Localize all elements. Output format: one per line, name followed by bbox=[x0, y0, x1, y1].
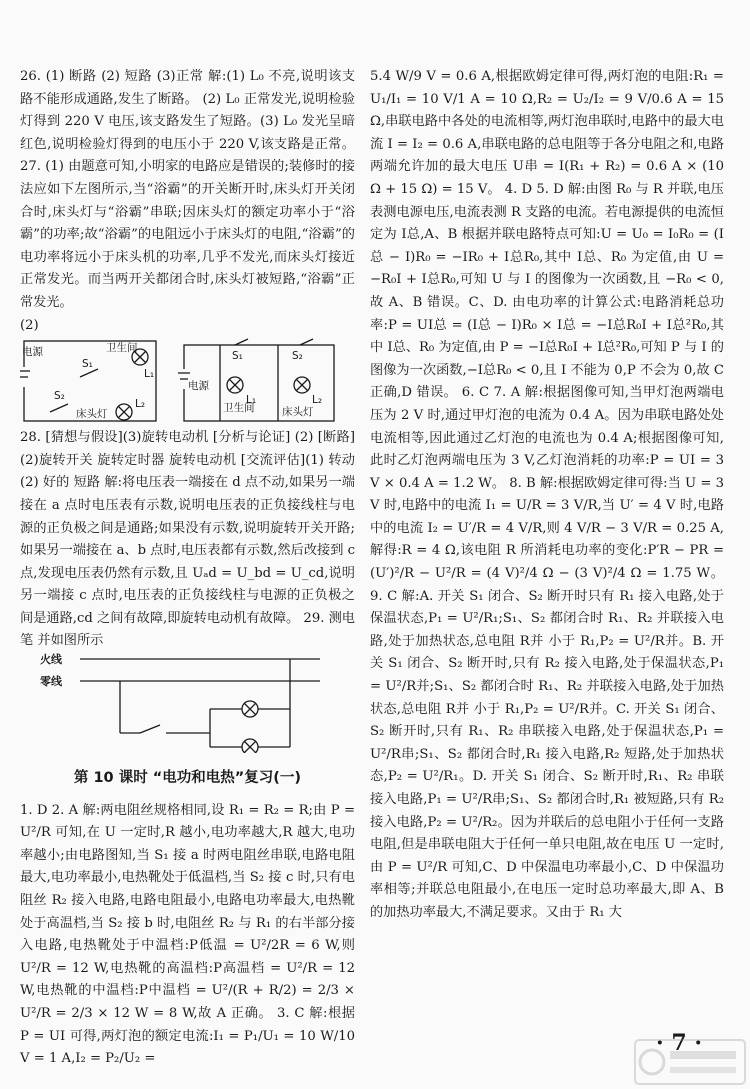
diag2-label-power: 电源 bbox=[188, 380, 209, 393]
test-pen-wiring-diagram bbox=[20, 653, 355, 753]
diag2-label-bedlamp: 床头灯 bbox=[282, 406, 314, 419]
diag2-label-bathroom: 卫生间 bbox=[223, 402, 255, 415]
right-column bbox=[370, 66, 724, 925]
diag2-label-s1: S₁ bbox=[232, 350, 243, 363]
answer-27-part2-label: (2) bbox=[20, 317, 39, 333]
diag1-label-s1: S₁ bbox=[82, 358, 93, 371]
diag2-label-l1: L₁ bbox=[246, 394, 257, 407]
diag2-label-s2: S₂ bbox=[292, 350, 303, 363]
diag2-label-l2: L₂ bbox=[312, 394, 323, 407]
diag1-label-s2: S₂ bbox=[54, 390, 65, 403]
answer-26-27: 26. (1) 断路 (2) 短路 (3)正常 解:(1) L₀ 不亮,说明该支路不能形成通路,发生了断路。 (2) L₀ 正常发光,说明检验灯得到 220 V 电压,该支路发生了短路。(3) L₀ 发光呈暗红色,说明检验灯得到的电压小于 220 V,该支路是正常。 27. (1) 由题意可知,小明家的电路应是错误的;装修时的接法应如下左图所示,当“浴霸”的开关断开时,床头灯开关闭合时,床头灯与“浴霸”串联;因床头灯的额定功率小于“浴霸”的功率;故“浴霸”的电阻远小于床头灯的电阻,“浴霸”的电功率将远小于床头机的功率,几乎不发光,而床头灯接近正常发光。而当两开关都闭合时,床头灯被短路,“浴霸”正常发光。 bbox=[20, 69, 355, 310]
diag1-label-bathroom: 卫生间 bbox=[106, 342, 138, 355]
diag2-neutral-wire-label: 零线 bbox=[40, 675, 62, 689]
answers-3-9-continued: 5.4 W/9 V = 0.6 A,根据欧姆定律可得,两灯泡的电阻:R₁ = U₁/I₁ = 10 V/1 A = 10 Ω,R₂ = U₂/I₂ = 9 V/0.6 A = 15 Ω,串联电路中各处的电流相等,两灯泡串联时,电路中的最大电流 I = I₂ = 0.6 A,串联电路的总电阻等于各分电阻之和,电路两端允许加的最大电压 U串 = I(R₁ + R₂) = 0.6 A × (10 Ω + 15 Ω) = 15 V。 4. D 5. D 解:由图 R₀ 与 R 并联,电压表测电源电压,电流表测 R 支路的电流。若电源提供的电流恒定为 I总,A、B 根据并联电路特点可知:U = U₀ = I₀R₀ = (I总 − I)R₀ = −IR₀ + I总R₀,其中 I总、R₀ 为定值,由 U = −R₀I + I总R₀,可知 U 与 I 的图像为一次函数,且 −R₀ < 0,故 A、B 错误。C、D. 由电功率的计算公式:电路消耗总功率:P = UI总 = (I总 − I)R₀ × I总 = −I总R₀I + I总²R₀,其中 I总、R₀ 为定值,由 P = −I总R₀I + I总²R₀,可知 P 与 I 的图像为一次函数,−I总R₀ < 0,且 I 不能为 0,P 不会为 0,故 C 正确,D 错误。 6. C 7. A 解:根据图像可知,当甲灯泡两端电压为 2 V 时,通过甲灯泡的电流为 0.4 A。因为串联电路处处电流相等,因此通过乙灯泡的电流也为 0.4 A;根据图像可知,此时乙灯泡两端电压为 3 V,乙灯泡消耗的功率:P = UI = 3 V × 0.4 A = 1.2 W。 8. B 解:根据欧姆定律可得:当 U = 3 V 时,电路中的电流 I₁ = U/R = 3 V/R,当 U′ = 4 V 时,电路中的电流 I₂ = U′/R = 4 V/R,则 4 V/R − 3 V/R = 0.25 A,解得:R = 4 Ω,该电阻 R 所消耗电功率的变化:P′R − PR = (U′)²/R − U²/R = (4 V)²/4 Ω − (3 V)²/4 Ω = 1.75 W。 9. C 解:A. 开关 S₁ 闭合、S₂ 断开时只有 R₁ 接入电路,处于保温状态,P₁ = U²/R₁;S₁、S₂ 都闭合时 R₁、R₂ 并联接入电路,处于加热状态,总电阻 R并 小于 R₁,P₂ = U²/R并。B. 开关 S₁ 闭合、S₂ 断开时,只有 R₂ 接入电路,处于保温状态,P₁ = U²/R并;S₁、S₂ 都闭合时 R₁、R₂ 并联接入电路,处于加热状态,总电阻 R并 小于 R₁,P₂ = U²/R并。C. 开关 S₁ 闭合、S₂ 断开时,只有 R₁、R₂ 串联接入电路,处于保温状态,P₁ = U²/R串;S₁、S₂ 都闭合时,R₁ 接入电路,R₂ 短路,处于加热状态,P₂ = U²/R₁。D. 开关 S₁ 闭合、S₂ 断开时,R₁、R₂ 串联接入电路,P₁ = U²/R串;S₁、S₂ 都闭合时,R₁ 被短路,只有 R₂ 接入电路,P₂ = U²/R₂。因为并联后的总电阻小于任何一支路电阻,但是串联电阻大于任何一单只电阻,故在电压 U 一定时,由 P = U²/R 可知,C、D 中保温电功率最小,C、D 中保温功率相等;并联总电阻最小,在电压一定时总功率最大,即 A、B 的加热功率最大,不满足要求。又由于 R₁ 大 bbox=[370, 69, 724, 920]
diag1-label-bedlamp: 床头灯 bbox=[76, 408, 108, 421]
diag1-label-power: 电源 bbox=[22, 346, 43, 359]
answer-28-29: 28. [猜想与假设](3)旋转电动机 [分析与论证] (2) [断路] (2)旋转开关 旋转定时器 旋转电动机 [交流评估](1) 转动 (2) 好的 短路 解:将电压表一端接在 d 点不动,如果另一端接在 a 点时电压表有示数,说明电压表的正负接线柱与电源的正负极之间是通路;如果没有示数,说明旋转开关开路;如果另一端接在 a、b 点时,电压表都有示数,然后改接到 c 点,发现电压表仍然有示数,且 Uₐd = U_bd = U_cd,说明另一端接 c 点时,电压表的正负接线柱与电源的正负极之间是通路,cd 之间有故障,即旋转电动机有故障。 29. 测电笔 并如图所示 bbox=[20, 430, 355, 649]
diag1-label-l2: L₂ bbox=[135, 398, 146, 411]
lesson-heading: 第 10 课时 “电功和电热”复习(一) bbox=[73, 770, 302, 787]
left-column bbox=[20, 66, 355, 1071]
answer-site-watermark-logo bbox=[634, 1039, 746, 1085]
diag2-live-wire-label: 火线 bbox=[40, 653, 62, 667]
diag1-label-l1: L₁ bbox=[144, 368, 155, 381]
lesson-10-answers-1-3: 1. D 2. A 解:两电阻丝规格相同,设 R₁ = R₂ = R;由 P = U²/R 可知,在 U 一定时,R 越小,电功率越大,R 越大,电功率越小;由电路图知,当 S₁ 接 a 时两电阻丝串联,电路电阻最大,电功率最小,电热靴处于低温档,当 S₂ 接 c 时,只有电阻丝 R₂ 接入电路,电路电阻最小,电路电功率最大,电热靴处于高温档,当 S₂ 接 b 时,电阻丝 R₂ 与 R₁ 的右半部分接入电路,电热靴处于中温档:P低温 = U²/2R = 6 W,则 U²/R = 12 W,电热靴的高温档:P高温档 = U²/R = 12 W,电热靴的中温档:P中温档 = U²/(R + R/2) = 2/3 × U²/R = 2/3 × 12 W = 8 W,故 A 正确。 3. C 解:根据 P = UI 可得,两灯泡的额定电流:I₁ = P₁/U₁ = 10 W/10 V = 1 A,I₂ = P₂/U₂ = bbox=[20, 802, 355, 1067]
bathroom-circuit-diagrams bbox=[20, 337, 355, 427]
page-number: · 7 · bbox=[656, 1030, 702, 1056]
